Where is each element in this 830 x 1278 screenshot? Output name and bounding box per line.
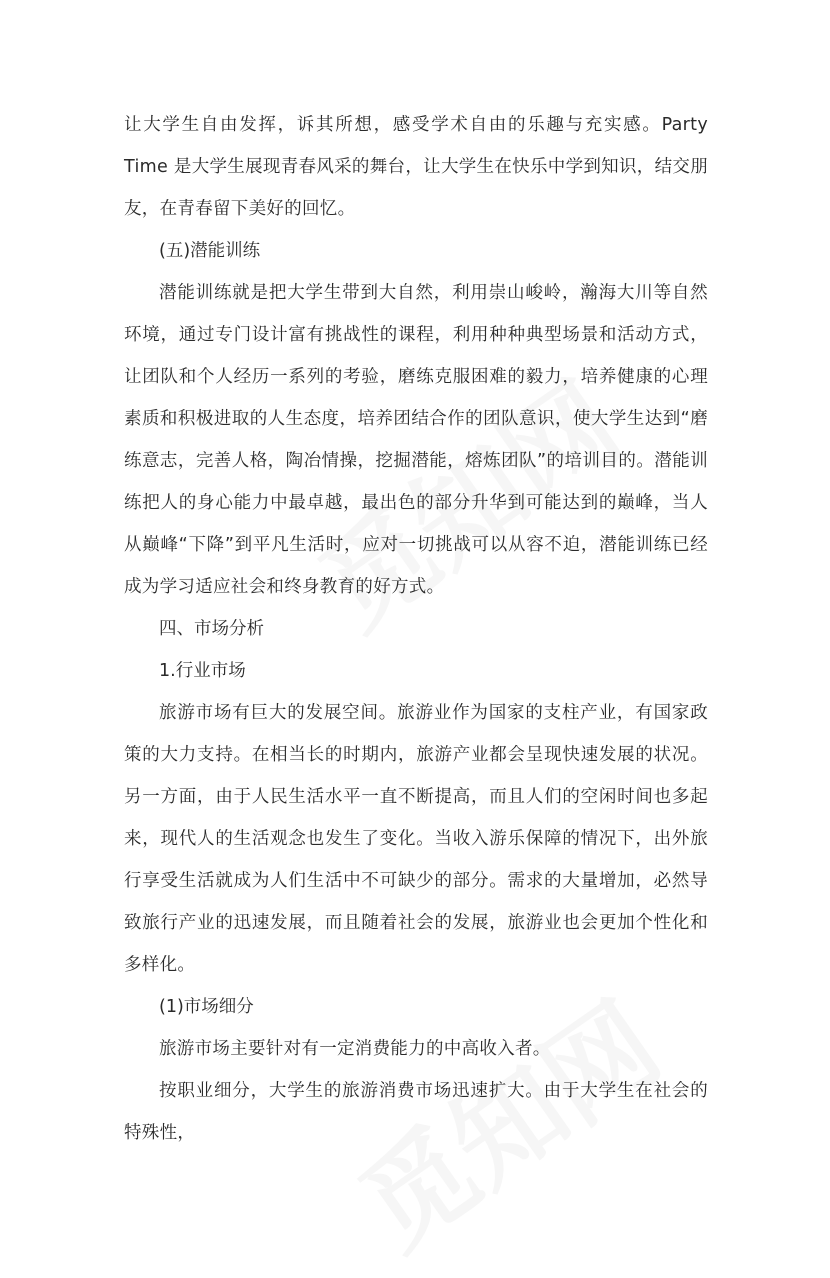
section-heading-market-segmentation: (1)市场细分 (159, 997, 254, 1017)
paragraph-industry-market: 旅游市场有巨大的发展空间。旅游业作为国家的支柱产业，有国家政策的大力支持。在相当长的时期内，旅游产业都会呈现快速发展的状况。另一方面，由于人民生活水平一直不断提高，而且人们的空闲时间也多起来，现代人的生活观念也发生了变化。当收入游乐保障的情况下，出外旅行享受生活就成为人们生活中不可缺少的部分。需求的大量增加，必然导致旅行产业的迅速发展，而且随着社会的发展，旅游业也会更加个性化和多样化。 (124, 703, 708, 975)
document-body (124, 104, 708, 1154)
paragraph-continuation: 让大学生自由发挥，诉其所想，感受学术自由的乐趣与充实感。Party Time 是大学生展现青春风采的舞台，让大学生在快乐中学到知识，结交朋友，在青春留下美好的回忆。 (124, 115, 708, 219)
paragraph-occupation-segmentation: 按职业细分，大学生的旅游消费市场迅速扩大。由于大学生在社会的特殊性， (124, 1081, 708, 1143)
paragraph-potential-training: 潜能训练就是把大学生带到大自然，利用崇山峻岭，瀚海大川等自然环境，通过专门设计富有挑战性的课程，利用种种典型场景和活动方式，让团队和个人经历一系列的考验，磨练克服困难的毅力，培养健康的心理素质和积极进取的人生态度，培养团结合作的团队意识，使大学生达到“磨练意志，完善人格，陶冶情操，挖掘潜能，熔炼团队”的培训目的。潜能训练把人的身心能力中最卓越，最出色的部分升华到可能达到的巅峰，当人从巅峰“下降”到平凡生活时，应对一切挑战可以从容不迫，潜能训练已经成为学习适应社会和终身教育的好方式。 (124, 283, 708, 597)
paragraph-target-customers: 旅游市场主要针对有一定消费能力的中高收入者。 (159, 1039, 551, 1059)
section-heading-market-analysis: 四、市场分析 (159, 619, 264, 639)
section-heading-industry-market: 1.行业市场 (159, 661, 246, 681)
section-heading-potential-training: (五)潜能训练 (159, 241, 261, 261)
